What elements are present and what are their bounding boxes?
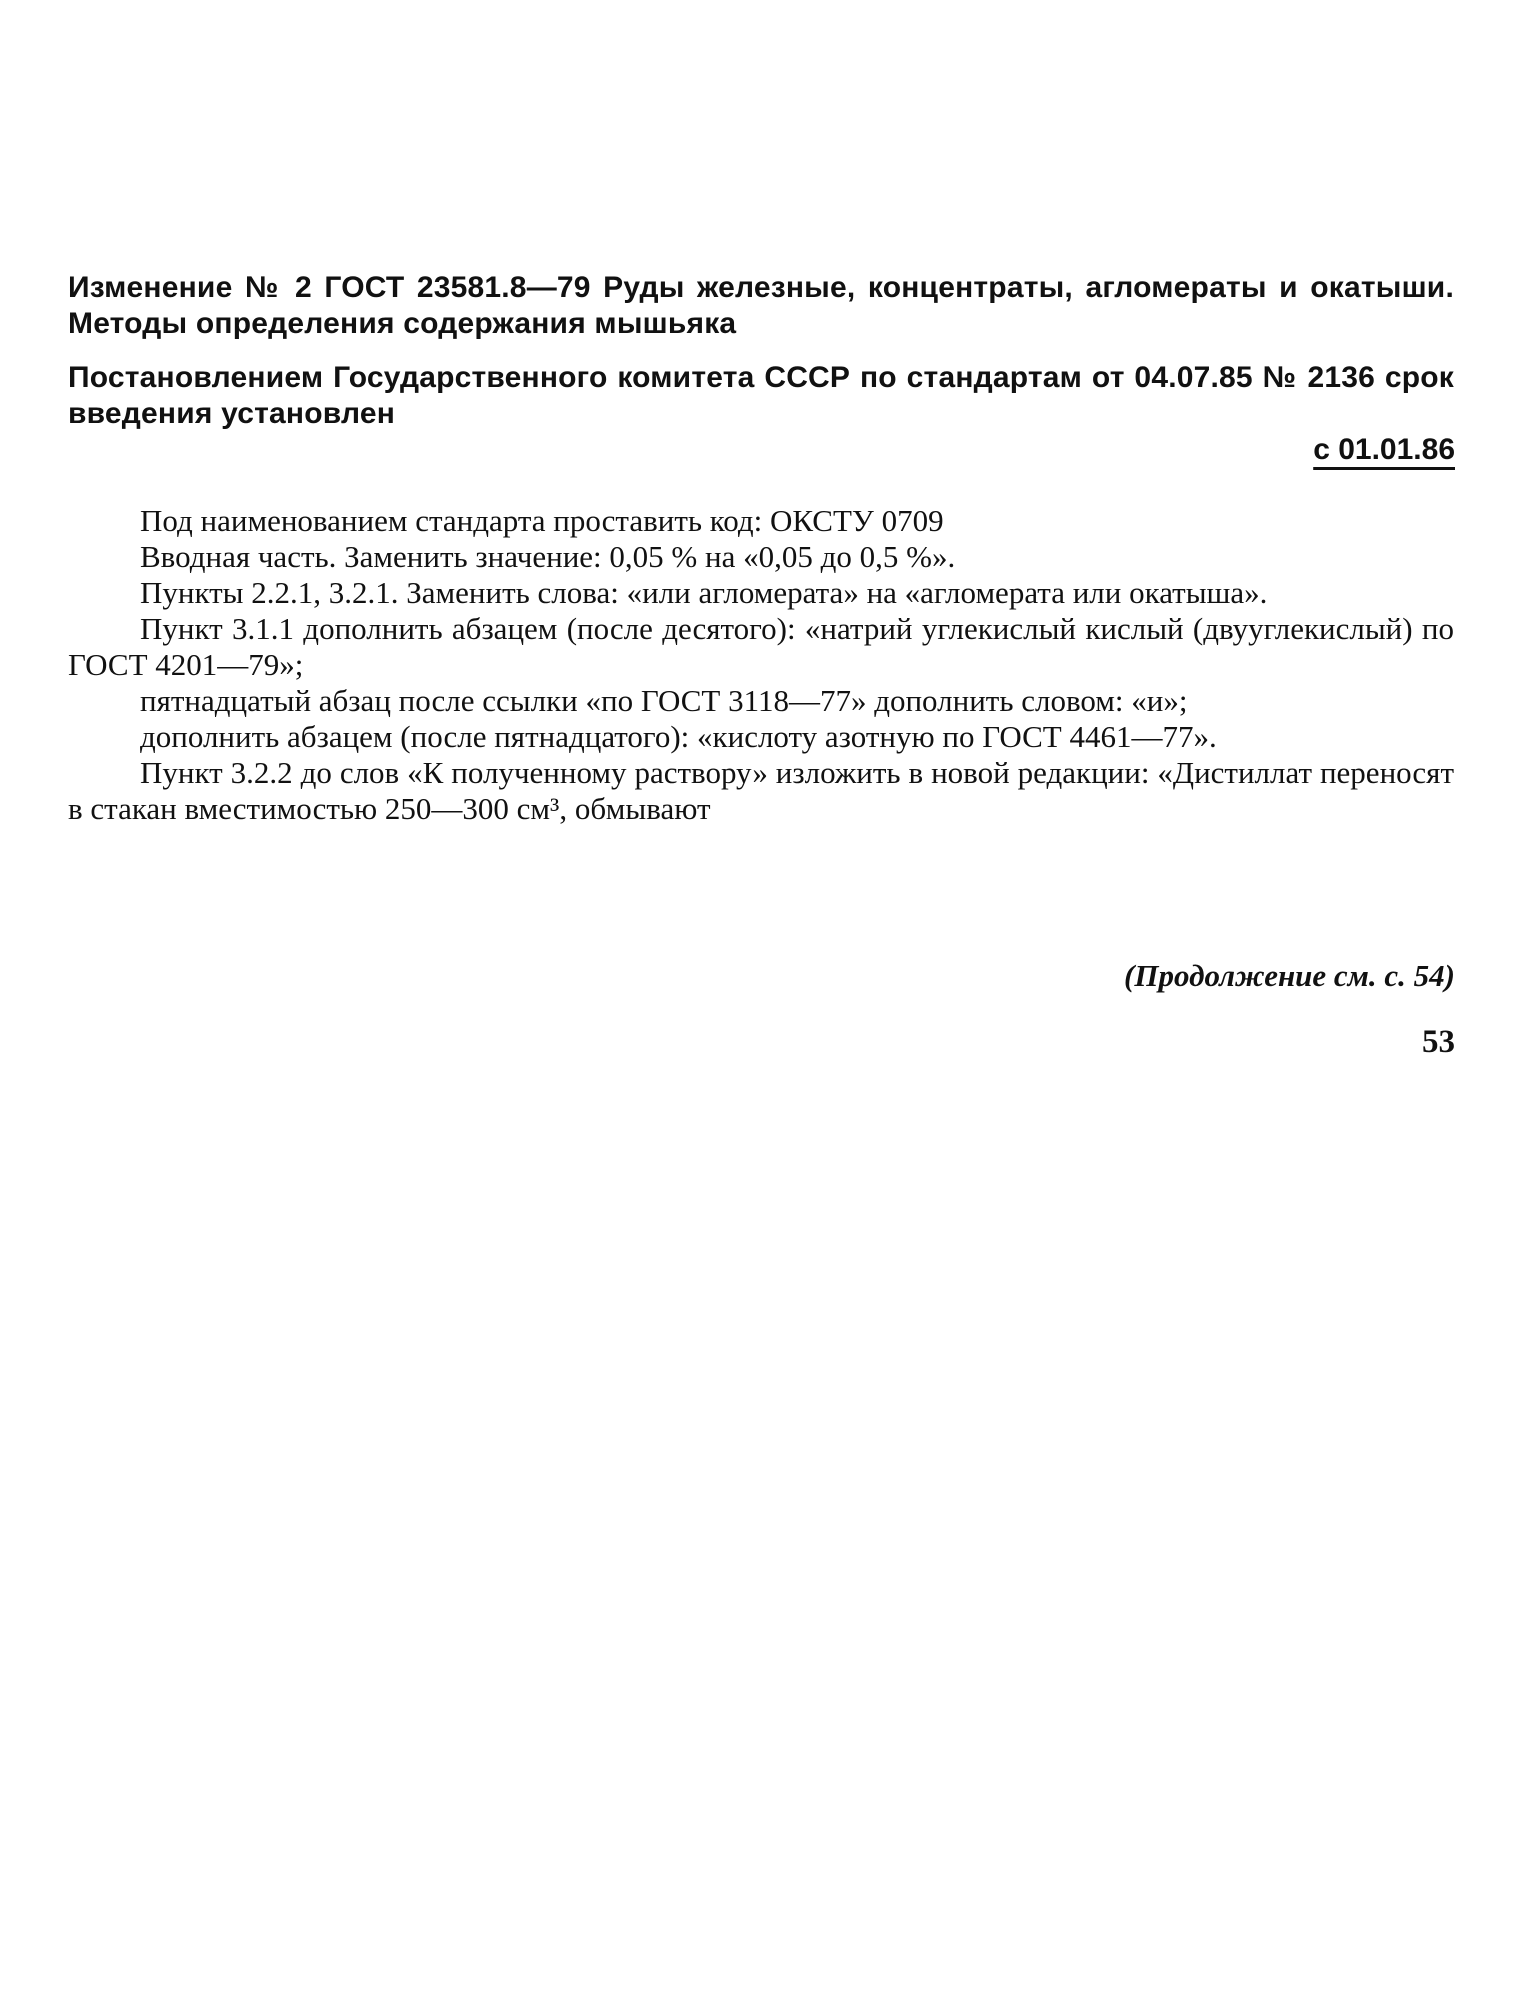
decree-statement: Постановлением Государственного комитета СССР по стандартам от 04.07.85 № 2136 срок введения установлен — [68, 361, 1454, 430]
page-number: 53 — [1422, 1024, 1455, 1060]
paragraph: Пункт 3.1.1 дополнить абзацем (после десятого): «натрий углекислый кислый (двууглекислый) по ГОСТ 4201—79»; — [68, 611, 1454, 682]
paragraph: дополнить абзацем (после пятнадцатого): «кислоту азотную по ГОСТ 4461—77». — [140, 719, 1217, 754]
paragraph: пятнадцатый абзац после ссылки «по ГОСТ 3118—77» дополнить словом: «и»; — [140, 683, 1188, 718]
continuation-note: (Продолжение см. с. 54) — [1124, 958, 1455, 993]
amendment-title: Изменение № 2 ГОСТ 23581.8—79 Руды железные, концентраты, агломераты и окатыши. Методы определения содержания мышьяка — [68, 271, 1454, 340]
amendment-body — [68, 503, 1454, 827]
paragraph: Вводная часть. Заменить значение: 0,05 % на «0,05 до 0,5 %». — [140, 539, 956, 574]
paragraph: Пункт 3.2.2 до слов «К полученному раствору» изложить в новой редакции: «Дистиллат переносят в стакан вместимостью 250—300 см³, обмывают — [68, 755, 1454, 826]
effective-date: с 01.01.86 — [1313, 433, 1455, 466]
paragraph: Пункты 2.2.1, 3.2.1. Заменить слова: «или агломерата» на «агломерата или окатыша». — [140, 575, 1268, 610]
paragraph: Под наименованием стандарта проставить код: ОКСТУ 0709 — [140, 503, 944, 538]
